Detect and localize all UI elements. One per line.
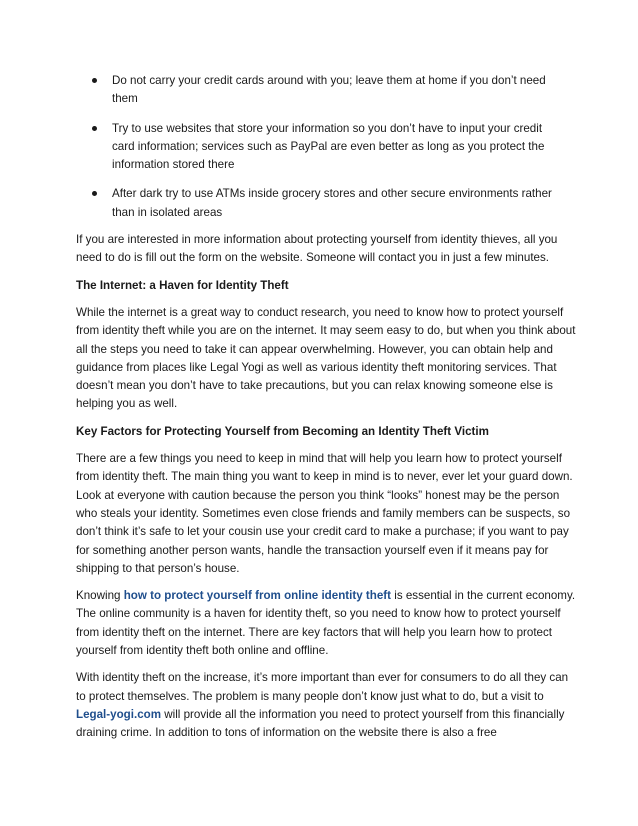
bullet-icon (92, 191, 97, 196)
list-item (112, 72, 578, 109)
section-heading-internet: The Internet: a Haven for Identity Theft (76, 278, 289, 292)
knowing-paragraph (76, 587, 578, 660)
internet-paragraph: While the internet is a great way to conduct research, you need to know how to protect yourself from identity theft while you are on the internet. It may seem easy to do, but when you think about all the steps you need to take it can appear overwhelming. However, you can obtain help and guidance from places like Legal Yogi as well as various identity theft monitoring services. That doesn’t mean you don’t have to take precautions, but you can relax knowing someone else is helping you as well. (76, 305, 576, 411)
bullet-icon (92, 126, 97, 131)
intro-paragraph: If you are interested in more information about protecting yourself from identity thieves, all you need to do is fill out the form on the website. Someone will contact you in just a few minutes. (76, 233, 558, 265)
increase-text-after: will provide all the information you need to protect yourself from this financially draining crime. In addition to tons of information on the website there is also a free (76, 707, 565, 740)
knowing-text-after: is essential in the current economy. The online community is a haven for identity theft, so you need to know how to protect yourself from identity theft on the internet. There are key factors that will help you learn how to protect yourself from identity theft both online and offline. (76, 589, 576, 658)
section-heading-key-factors: Key Factors for Protecting Yourself from Becoming an Identity Theft Victim (76, 424, 489, 438)
tips-bullet-list (76, 72, 578, 222)
list-item-text: Try to use websites that store your information so you don’t have to input your credit card information; services such as PayPal are even better as long as you protect the information stored there (112, 121, 545, 172)
list-item (112, 185, 578, 222)
list-item (112, 120, 578, 175)
list-item-text: After dark try to use ATMs inside grocery stores and other secure environments rather than in isolated areas (112, 187, 552, 219)
increase-paragraph (76, 669, 578, 742)
online-identity-theft-link[interactable]: how to protect yourself from online identity theft (123, 589, 392, 603)
increase-text-before: With identity theft on the increase, it’s more important than ever for consumers to do all they can to protect themselves. The problem is many people don’t know just what to do, but a visit to (76, 671, 569, 703)
list-item-text: Do not carry your credit cards around with you; leave them at home if you don’t need them (112, 74, 546, 106)
knowing-text-before: Knowing (76, 589, 124, 603)
key-factors-paragraph: There are a few things you need to keep in mind that will help you learn how to protect yourself from identity theft. The main thing you want to keep in mind is to never, ever let your guard down. Look at everyone with caution because the person you think “looks” honest may be the person who steals your identity. Sometimes even close friends and family members can be suspects, so don’t think it’s safe to let your cousin use your credit card to make a purchase; if you want to pay for something another person wants, handle the transaction yourself even if it means pay for shipping to that person’s house. (76, 452, 573, 575)
legal-yogi-link[interactable]: Legal-yogi.com (76, 707, 162, 721)
bullet-icon (92, 78, 97, 83)
